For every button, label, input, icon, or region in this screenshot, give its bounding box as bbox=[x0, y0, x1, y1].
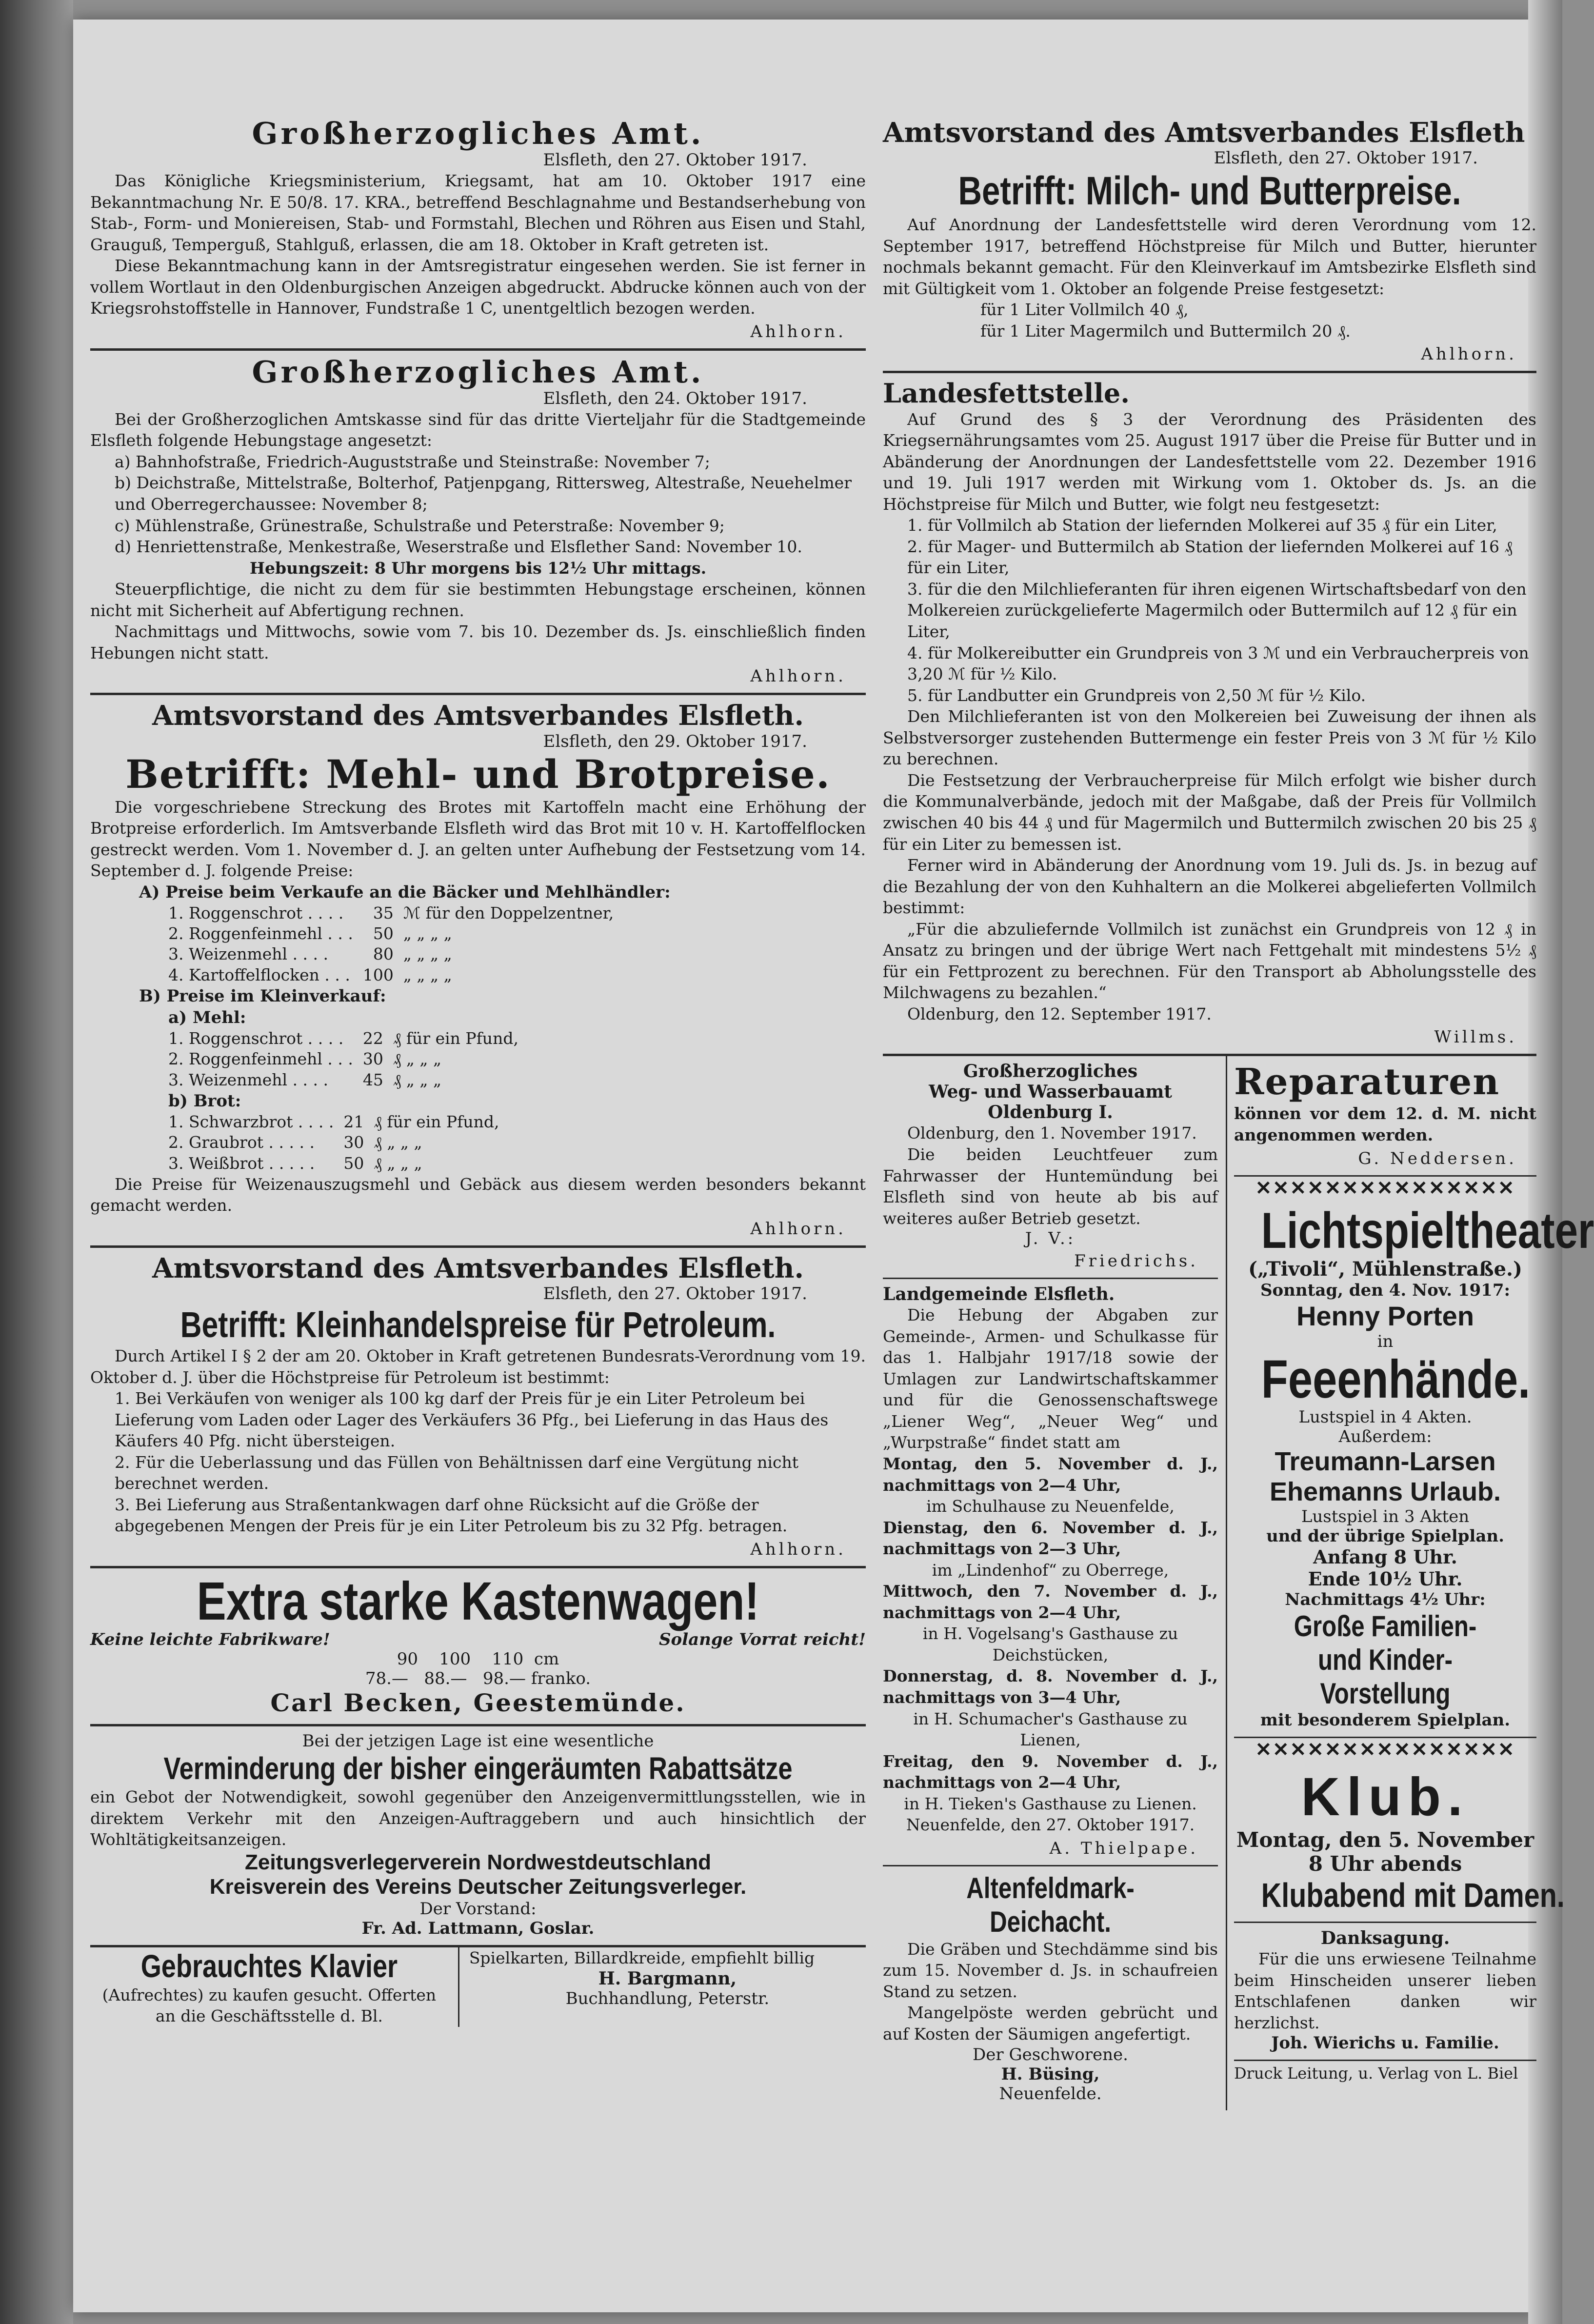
price: 30 bbox=[362, 1049, 383, 1069]
ad-signature: Joh. Wierichs u. Familie. bbox=[1271, 2033, 1499, 2053]
notice-title: Amtsvorstand des Amtsverbandes Elsfleth. bbox=[152, 700, 804, 732]
notice-text: Diese Bekanntmachung kann in der Amtsregistratur eingesehen werden. Sie ist ferner in vollem Wortlaut in den Oldenburgischen Anzeigen abgedruckt. Abdrucke können auch von der Kriegsrohstoffstelle in Hannover, Fundstraße 1 C, unentgeltlich bezogen werden. bbox=[90, 256, 866, 318]
notice-date: Oldenburg, den 12. September 1917. bbox=[907, 1004, 1212, 1023]
book-binding bbox=[0, 0, 73, 2324]
notice-landgemeinde bbox=[883, 1279, 1218, 1866]
hebung-place: in H. Tieken's Gasthause zu Lienen. bbox=[904, 1794, 1197, 1813]
film-genre: Lustspiel in 4 Akten. bbox=[1298, 1407, 1472, 1427]
item: 2. Graubrot . . . . . bbox=[168, 1133, 315, 1152]
notice-title: Weg- und Wasserbauamt bbox=[929, 1082, 1172, 1102]
ad-headline: Gebrauchtes Klavier bbox=[140, 1947, 398, 1984]
notice-text: Die Preise für Weizenauszugsmehl und Gebäck aus diesem werden besonders bekannt gemacht werden. bbox=[90, 1174, 866, 1215]
table-row bbox=[163, 903, 618, 923]
unit: ₰ für ein Pfund, bbox=[393, 1029, 518, 1048]
notice-title: Oldenburg I. bbox=[988, 1102, 1113, 1123]
ad-name: H. Bargmann, bbox=[598, 1968, 737, 1989]
item: 2. Roggenfeinmehl . . . bbox=[168, 1049, 353, 1069]
table-row bbox=[163, 1049, 523, 1069]
price: 50 bbox=[373, 924, 394, 943]
ad-headline: Verminderung der bisher eingeräumten Rabattsätze bbox=[163, 1750, 793, 1786]
list-item: 3. Bei Lieferung aus Straßentankwagen darf ohne Rücksicht auf die Größe der abgegebenen Mengen der Preis für je ein Liter Petroleum bis zu 32 Pfg. betragen. bbox=[115, 1495, 788, 1536]
notice-signature: Friedrichs. bbox=[1074, 1251, 1198, 1271]
ad-org: Zeitungsverlegerverein Nordwestdeutschland bbox=[244, 1850, 712, 1874]
film-extra: Außerdem: bbox=[1338, 1427, 1432, 1447]
notice-signature: Ahlhorn. bbox=[750, 1540, 846, 1560]
notice-signature: A. Thielpape. bbox=[1049, 1838, 1198, 1858]
table-row bbox=[163, 923, 618, 944]
table-row bbox=[163, 1070, 523, 1090]
ad-title: Danksagung. bbox=[1320, 1928, 1450, 1949]
price-line: für 1 Liter Magermilch und Buttermilch 20 ₰. bbox=[980, 321, 1351, 341]
notice-text: Steuerpflichtige, die nicht zu dem für sie bestimmten Hebungstage erscheinen, können nicht mit Sicherheit auf Abfertigung rechnen. bbox=[90, 580, 866, 620]
list-item: 5. für Landbutter ein Grundpreis von 2,50 ℳ für ½ Kilo. bbox=[907, 685, 1366, 705]
notice-title: Landesfettstelle. bbox=[883, 378, 1130, 409]
unit: ₰ „ „ „ bbox=[374, 1153, 422, 1173]
ad-signature: G. Neddersen. bbox=[1358, 1148, 1517, 1168]
hebung-date: Freitag, den 9. November d. J., nachmittags von 2—4 Uhr, bbox=[883, 1751, 1218, 1792]
film-title: Feeenhände. bbox=[1261, 1349, 1531, 1409]
list-item: 2. Für die Ueberlassung und das Füllen von Behältnissen darf eine Vergütung nicht berechnet werden. bbox=[115, 1452, 798, 1493]
price-section-b: B) Preise im Kleinverkauf: bbox=[139, 986, 386, 1006]
end-time: Ende 10½ Uhr. bbox=[1308, 1568, 1463, 1590]
film-star: Henny Porten bbox=[1296, 1300, 1474, 1331]
notice-text: Durch Artikel I § 2 der am 20. Oktober in Kraft getretenen Bundesrats-Verordnung vom 19. Oktober d. J. über die Höchstpreise für Petroleum ist bestimmt: bbox=[90, 1346, 866, 1387]
table-row bbox=[163, 1132, 504, 1153]
imprint: Druck Leitung, u. Verlag von L. Biel bbox=[1234, 2064, 1518, 2083]
ad-notes bbox=[90, 1630, 866, 1649]
matinee-time: Nachmittags 4½ Uhr: bbox=[1285, 1590, 1486, 1610]
notice-amt-2 bbox=[90, 351, 866, 696]
event-time: 8 Uhr abends bbox=[1308, 1852, 1462, 1876]
notice-subject: Betrifft: Kleinhandelspreise für Petroleum. bbox=[180, 1304, 776, 1345]
right-lower bbox=[883, 1056, 1594, 2110]
ad-spielkarten bbox=[458, 1947, 866, 2027]
notice-text: Die Hebung der Abgaben zur Gemeinde-, Armen- und Schulkasse für das 1. Halbjahr 1917/18 sowie der Umlagen zur Landwirtschaftskammer und für die Genossenschaftswege „Liener Weg“, „Neuer Weg“ und „Wurpstraße“ findet statt am bbox=[883, 1305, 1218, 1452]
price-subsection: b) Brot: bbox=[168, 1091, 241, 1111]
ad-address: Buchhandlung, Peterstr. bbox=[565, 1989, 770, 2009]
notice-signature: Ahlhorn. bbox=[750, 666, 846, 686]
price: 21 bbox=[343, 1112, 364, 1132]
notice-wegebau bbox=[883, 1056, 1218, 1279]
family-show: und Kinder-Vorstellung bbox=[1317, 1643, 1453, 1710]
ad-intro: Bei der jetzigen Lage ist eine wesentliche bbox=[302, 1731, 654, 1751]
decorative-border: ✕✕✕✕✕✕✕✕✕✕✕✕✕✕✕ bbox=[1255, 1176, 1515, 1200]
ad-headline: Extra starke Kastenwagen! bbox=[197, 1571, 759, 1632]
notice-mehl-brot bbox=[90, 695, 866, 1248]
notice-amt-1 bbox=[90, 112, 866, 351]
notice-text: Den Milchlieferanten ist von den Molkereien bei Zuweisung der ihnen als Selbstversorger zustehenden Buttermenge ein fester Preis von 3 ℳ für ½ Kilo zu berechnen. bbox=[883, 707, 1536, 769]
notice-text: Die Gräben und Stechdämme sind bis zum 15. November d. Js. in schaufreien Stand zu setzen. bbox=[883, 1939, 1218, 2001]
film-genre: Lustspiel in 3 Akten bbox=[1301, 1507, 1470, 1527]
ad-prices: 78.— 88.— 98.— franko. bbox=[365, 1668, 591, 1688]
price: 100 bbox=[362, 965, 394, 984]
notice-altenfeld bbox=[883, 1866, 1218, 2110]
notice-text: „Für die abzuliefernde Vollmilch ist zunächst ein Grundpreis von 12 ₰ in Ansatz zu bringen und der übrige Wert nach Fettgehalt mit mindestens 5½ ₰ für ein Fettprozent zu berechnen. Für den Transport ab Abholungsstelle des Milchwagens zu bezahlen.“ bbox=[883, 919, 1536, 1002]
show-date: Sonntag, den 4. Nov. 1917: bbox=[1260, 1280, 1511, 1300]
sub-column-left bbox=[883, 1056, 1218, 2110]
hebung-place: im „Lindenhof“ zu Oberrege, bbox=[932, 1560, 1169, 1580]
notice-text: Das Königliche Kriegsministerium, Kriegsamt, hat am 10. Oktober 1917 eine Bekanntmachung Nr. E 50/8. 17. KRA., betreffend Beschlagnahme und Bestandserhebung von Stab-, Form- und Moniereisen, Stab- und Formstahl, Blechen und Röhren aus Eisen und Stahl, Grauguß, Temperguß, Stahlguß, erlassen, die am 18. Oktober in Kraft getreten ist. bbox=[90, 171, 866, 254]
ad-rabatt bbox=[90, 1726, 866, 1947]
item: 4. Kartoffelflocken . . . bbox=[168, 965, 350, 984]
program-note: und der übrige Spielplan. bbox=[1266, 1526, 1504, 1546]
unit: ℳ für den Doppelzentner, bbox=[403, 903, 614, 922]
notice-date: Elsfleth, den 27. Oktober 1917. bbox=[543, 1284, 807, 1304]
ad-headline: Klub. bbox=[1301, 1767, 1470, 1827]
notice-petroleum bbox=[90, 1248, 866, 1568]
list-item: 2. für Mager- und Buttermilch ab Station der liefernden Molkerei auf 16 ₰ für ein Liter, bbox=[907, 537, 1513, 578]
item: 2. Roggenfeinmehl . . . bbox=[168, 924, 353, 943]
ad-sizes: 90 100 110 cm bbox=[397, 1649, 559, 1669]
table-row bbox=[163, 1112, 504, 1132]
unit: „ „ „ „ bbox=[403, 944, 452, 964]
list-item: 4. für Molkereibutter ein Grundpreis von 3 ℳ und ein Verbraucherpreis von 3,20 ℳ für ½ Kilo. bbox=[907, 643, 1529, 684]
unit: ₰ für ein Pfund, bbox=[374, 1112, 499, 1132]
unit: ₰ „ „ „ bbox=[393, 1070, 442, 1089]
hebung-date: Mittwoch, den 7. November d. J., nachmittags von 2—4 Uhr, bbox=[883, 1582, 1218, 1622]
event-title: Klubabend mit Damen. bbox=[1261, 1876, 1565, 1915]
notice-title: Großherzogliches Amt. bbox=[252, 354, 704, 390]
notice-signature: Ahlhorn. bbox=[750, 321, 846, 341]
notice-title: Amtsvorstand des Amtsverbandes Elsfleth bbox=[883, 117, 1525, 149]
notice-title: Großherzogliches Amt. bbox=[252, 116, 704, 151]
ad-row-bottom bbox=[90, 1947, 866, 2027]
ad-klub bbox=[1234, 1761, 1565, 1923]
film-in: in bbox=[1377, 1331, 1394, 1351]
notice-text: Ferner wird in Abänderung der Anordnung vom 19. Juli ds. Js. in bezug auf die Bezahlung der von den Kuhhaltern an die Molkerei abgelieferten Vollmilch bestimmt: bbox=[883, 856, 1536, 918]
ad-reparaturen bbox=[1234, 1056, 1536, 1176]
hebung-place: im Schulhause zu Neuenfelde, bbox=[926, 1497, 1175, 1516]
item: 3. Weißbrot . . . . . bbox=[168, 1153, 315, 1173]
start-time: Anfang 8 Uhr. bbox=[1313, 1546, 1457, 1568]
unit: „ „ „ „ bbox=[403, 924, 452, 943]
price-section-a: A) Preise beim Verkaufe an die Bäcker und Mehlhändler: bbox=[139, 882, 671, 902]
notice-title: Landgemeinde Elsfleth. bbox=[883, 1284, 1115, 1305]
ad-headline: Reparaturen bbox=[1234, 1061, 1500, 1103]
table-row bbox=[163, 1028, 523, 1049]
price-table-a bbox=[163, 903, 618, 985]
price-line: für 1 Liter Vollmilch 40 ₰, bbox=[980, 300, 1189, 320]
notice-date: Neuenfelde, den 27. Oktober 1917. bbox=[906, 1815, 1195, 1835]
notice-signature: Ahlhorn. bbox=[1421, 344, 1517, 364]
cinema-address: („Tivoli“, Mühlenstraße.) bbox=[1248, 1257, 1522, 1281]
decorative-border: ✕✕✕✕✕✕✕✕✕✕✕✕✕✕✕ bbox=[1255, 1738, 1515, 1762]
unit: ₰ „ „ „ bbox=[374, 1133, 422, 1152]
ad-org: Kreisverein des Vereins Deutscher Zeitungsverleger. bbox=[209, 1874, 747, 1899]
price: 50 bbox=[343, 1153, 364, 1173]
notice-subject: Betrifft: Milch- und Butterpreise. bbox=[958, 169, 1461, 214]
price: 35 bbox=[373, 903, 394, 922]
family-show-note: mit besonderem Spielplan. bbox=[1260, 1710, 1511, 1730]
petroleum-rules bbox=[90, 1388, 866, 1537]
notice-title: Amtsvorstand des Amtsverbandes Elsfleth. bbox=[152, 1252, 804, 1284]
price: 80 bbox=[373, 944, 394, 964]
notice-date: Oldenburg, den 1. November 1917. bbox=[907, 1123, 1197, 1143]
film-title-2: Treumann-Larsen bbox=[1275, 1447, 1496, 1477]
notice-signature: Willms. bbox=[1434, 1027, 1517, 1047]
notice-text: Die vorgeschriebene Streckung des Brotes mit Kartoffeln macht eine Erhöhung der Brotpreise erforderlich. Im Amtsverbande Elsfleth wird das Brot mit 10 v. H. Kartoffelflocken gestreckt werden. Vom 1. November d. J. an gelten unter Aufhebung der Festsetzung vom 14. September d. J. folgende Preise: bbox=[90, 797, 866, 881]
film-title-2b: Ehemanns Urlaub. bbox=[1269, 1477, 1501, 1507]
ad-text: ein Gebot der Notwendigkeit, sowohl gegenüber den Anzeigenvermittlungsstellen, wie in direktem Verkehr mit den Anzeigen-Auftraggebern und auch hinsichtlich der Wohltätigkeitsanzeigen. bbox=[90, 1787, 866, 1849]
notice-text: Mangelpöste werden gebrücht und auf Kosten der Säumigen angefertigt. bbox=[883, 2003, 1218, 2044]
price-subsection: a) Mehl: bbox=[168, 1008, 246, 1028]
hebung-place: in H. Vogelsang's Gasthause zu Deichstücken, bbox=[922, 1624, 1178, 1664]
notice-subject: Betrifft: Mehl- und Brotpreise. bbox=[125, 751, 831, 797]
notice-title: Altenfeldmark-Deichacht. bbox=[966, 1871, 1135, 1938]
notice-milch-butter bbox=[883, 112, 1536, 373]
hebung-place: in H. Schumacher's Gasthause zu Lienen, bbox=[913, 1709, 1188, 1750]
notice-signature: Ahlhorn. bbox=[750, 1219, 846, 1239]
notice-signature: J. V.: bbox=[1025, 1229, 1076, 1249]
list-item: c) Mühlenstraße, Grünestraße, Schulstraße und Peterstraße: November 9; bbox=[115, 516, 725, 535]
notice-date: Elsfleth, den 24. Oktober 1917. bbox=[543, 389, 807, 408]
ad-lichtspieltheater bbox=[1234, 1200, 1594, 1739]
price: 22 bbox=[362, 1029, 383, 1048]
list-item: b) Deichstraße, Mittelstraße, Bolterhof, Patjenpgang, Rittersweg, Altestraße, Neuehelmer und Oberregerchaussee: November 8; bbox=[115, 473, 852, 514]
hebung-date: Dienstag, den 6. November d. J., nachmittags von 2—3 Uhr, bbox=[883, 1518, 1218, 1559]
ad-klavier bbox=[90, 1947, 448, 2027]
ad-text: Für die uns erwiesene Teilnahme beim Hinscheiden unserer lieben Entschlafenen danken wir herzlichst. bbox=[1234, 1949, 1536, 2032]
notice-text: Bei der Großherzoglichen Amtskasse sind für das dritte Vierteljahr für die Stadtgemeinde Elsfleth folgende Hebungstage angesetzt: bbox=[90, 409, 866, 450]
event-date: Montag, den 5. November bbox=[1236, 1828, 1534, 1852]
notice-signature: H. Büsing, bbox=[1001, 2064, 1100, 2084]
ad-text: können vor dem 12. d. M. nicht angenommen werden. bbox=[1234, 1104, 1536, 1144]
hebungszeit: Hebungszeit: 8 Uhr morgens bis 12½ Uhr mittags. bbox=[249, 558, 707, 578]
table-row bbox=[163, 965, 618, 985]
notice-signature: Neuenfelde. bbox=[999, 2084, 1102, 2104]
sub-column-right bbox=[1226, 1056, 1594, 2110]
ad-danksagung bbox=[1234, 1923, 1536, 2061]
table-row bbox=[163, 944, 618, 964]
hebung-date: Donnerstag, d. 8. November d. J., nachmittags von 3—4 Uhr, bbox=[883, 1666, 1218, 1707]
ad-text: (Aufrechtes) zu kaufen gesucht. Offerten an die Geschäftsstelle d. Bl. bbox=[102, 1985, 437, 2026]
notice-text: Nachmittags und Mittwochs, sowie vom 7. bis 10. Dezember ds. Js. einschließlich finden Hebungen nicht statt. bbox=[90, 622, 866, 662]
list-item: 1. für Vollmilch ab Station der liefernden Molkerei auf 35 ₰ für ein Liter, bbox=[907, 516, 1497, 535]
ad-vorstand: Der Vorstand: bbox=[419, 1899, 537, 1919]
notice-text: Auf Grund des § 3 der Verordnung des Präsidenten des Kriegsernährungsamtes vom 25. August 1917 über die Preise für Butter und in Abänderung der Anordnungen der Landesfettstelle vom 22. Dezember 1916 und 19. Juli 1917 werden mit Wirkung vom 1. Oktober ds. Js. an die Höchstpreise für Milch und Butter, wie folgt neu festgesetzt: bbox=[883, 409, 1536, 514]
hebungstage-list bbox=[90, 451, 866, 558]
price-table-brot bbox=[163, 1112, 504, 1174]
list-item: a) Bahnhofstraße, Friedrich-Auguststraße und Steinstraße: November 7; bbox=[115, 452, 710, 471]
table-row bbox=[163, 1153, 504, 1174]
ad-kastenwagen bbox=[90, 1568, 866, 1726]
notice-text: Die Festsetzung der Verbraucherpreise für Milch erfolgt wie bisher durch die Kommunalverbände, jedoch mit der Maßgabe, daß der Preis für Vollmilch zwischen 40 bis 44 ₰ und für Magermilch und Buttermilch zwischen 20 bis 25 ₰ für ein Liter zu bemessen ist. bbox=[883, 770, 1536, 854]
price: 30 bbox=[343, 1133, 364, 1152]
item: 3. Weizenmehl . . . . bbox=[168, 944, 329, 964]
notice-title: Großherzogliches bbox=[963, 1061, 1138, 1082]
ad-firm: Carl Becken, Geestemünde. bbox=[270, 1688, 686, 1717]
price-table-mehl bbox=[163, 1028, 523, 1090]
ad-note-right: Solange Vorrat reicht! bbox=[659, 1629, 866, 1649]
family-show: Große Familien- bbox=[1294, 1610, 1477, 1643]
left-column bbox=[90, 112, 866, 2027]
fett-price-list bbox=[883, 515, 1536, 706]
right-column bbox=[883, 112, 1594, 2110]
ad-name: Fr. Ad. Lattmann, Goslar. bbox=[361, 1918, 595, 1938]
ad-text: Spielkarten, Billardkreide, empfiehlt billig bbox=[469, 1948, 815, 1967]
notice-landesfettstelle bbox=[883, 373, 1536, 1056]
notice-date: Elsfleth, den 29. Oktober 1917. bbox=[543, 731, 807, 751]
ad-note-left: Keine leichte Fabrikware! bbox=[90, 1629, 330, 1649]
item: 1. Roggenschrot . . . . bbox=[168, 1029, 344, 1048]
item: 1. Roggenschrot . . . . bbox=[168, 903, 344, 922]
unit: ₰ „ „ „ bbox=[393, 1049, 442, 1069]
ad-headline: Lichtspieltheater bbox=[1261, 1202, 1594, 1259]
price: 45 bbox=[362, 1070, 383, 1089]
notice-text: Die beiden Leuchtfeuer zum Fahrwasser der Huntemündung bei Elsfleth sind von heute ab bis auf weiteres außer Betrieb gesetzt. bbox=[883, 1144, 1218, 1228]
list-item: 3. für die den Milchlieferanten für ihren eigenen Wirtschaftsbedarf von den Molkereien zurückgelieferte Magermilch oder Buttermilch auf 12 ₰ für ein Liter, bbox=[907, 579, 1527, 641]
unit: „ „ „ „ bbox=[403, 965, 452, 984]
list-item: 1. Bei Verkäufen von weniger als 100 kg darf der Preis für je ein Liter Petroleum bei Lieferung vom Laden oder Lager des Verkäufers 36 Pfg., bei Lieferung in das Haus des Käufers 40 Pfg. nicht übersteigen. bbox=[115, 1389, 829, 1451]
list-item: d) Henriettenstraße, Menkestraße, Weserstraße und Elsflether Sand: November 10. bbox=[115, 537, 802, 557]
item: 3. Weizenmehl . . . . bbox=[168, 1070, 329, 1089]
notice-signature: Der Geschworene. bbox=[973, 2044, 1128, 2064]
notice-date: Elsfleth, den 27. Oktober 1917. bbox=[1214, 148, 1478, 168]
notice-date: Elsfleth, den 27. Oktober 1917. bbox=[543, 150, 807, 170]
hebung-date: Montag, den 5. November d. J., nachmittags von 2—4 Uhr, bbox=[883, 1454, 1218, 1495]
item: 1. Schwarzbrot . . . . bbox=[168, 1112, 334, 1132]
notice-text: Auf Anordnung der Landesfettstelle wird deren Verordnung vom 12. September 1917, betreffend Höchstpreise für Milch und Butter, hierunter nochmals bekannt gemacht. Für den Kleinverkauf im Amtsbezirke Elsfleth sind mit Gültigkeit vom 1. Oktober an folgende Preise festgesetzt: bbox=[883, 215, 1536, 298]
